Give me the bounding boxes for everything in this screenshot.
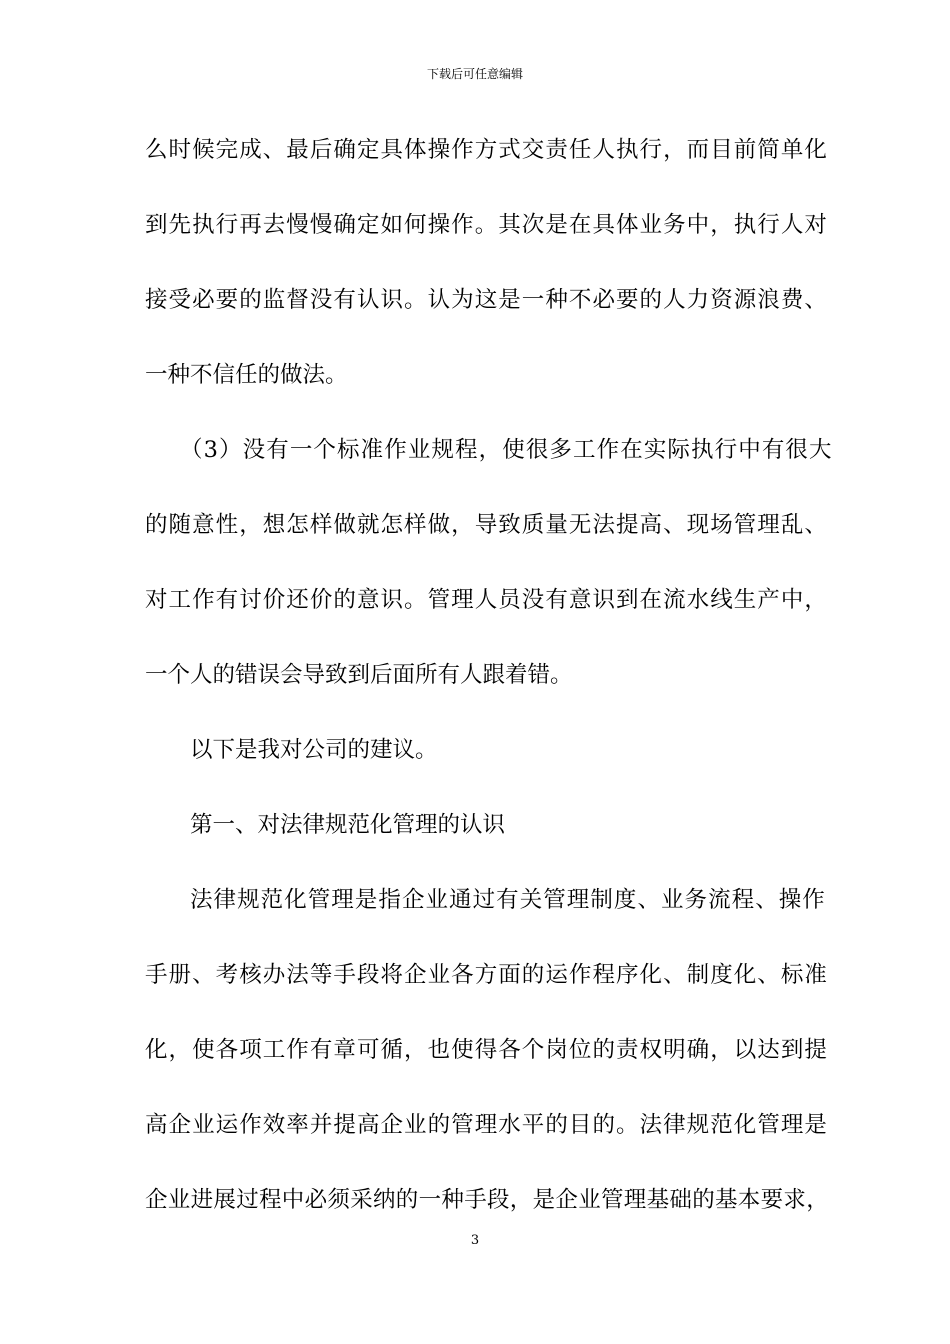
paragraph-line: 么时候完成、最后确定具体操作方式交责任人执行，而目前简单化 (145, 137, 828, 163)
paragraph-line: 到先执行再去慢慢确定如何操作。其次是在具体业务中，执行人对 (145, 212, 828, 238)
page-header: 下载后可任意编辑 (426, 67, 523, 81)
paragraph-line: 手册、考核办法等手段将企业各方面的运作程序化、制度化、标准 (145, 962, 828, 988)
paragraph-line: 接受必要的监督没有认识。认为这是一种不必要的人力资源浪费、 (145, 287, 828, 313)
paragraph-line: 一种不信任的做法。 (145, 362, 348, 388)
paragraph-line: 对工作有讨价还价的意识。管理人员没有意识到在流水线生产中， (145, 587, 828, 613)
page-number: 3 (470, 1233, 480, 1248)
paragraph-line: 企业进展过程中必须采纳的一种手段，是企业管理基础的基本要求， (145, 1187, 830, 1213)
paragraph-line: 化，使各项工作有章可循，也使得各个岗位的责权明确，以达到提 (145, 1037, 828, 1063)
paragraph-line: 法律规范化管理是指企业通过有关管理制度、业务流程、操作 (190, 887, 826, 913)
section-heading: 第一、对法律规范化管理的认识 (190, 812, 506, 838)
paragraph-line: 一个人的错误会导致到后面所有人跟着错。 (145, 662, 573, 688)
paragraph-line: （3）没有一个标准作业规程，使很多工作在实际执行中有很大 (180, 437, 833, 463)
paragraph-line: 以下是我对公司的建议。 (190, 737, 438, 763)
paragraph-line: 的随意性，想怎样做就怎样做，导致质量无法提高、现场管理乱、 (145, 512, 828, 538)
paragraph-line: 高企业运作效率并提高企业的管理水平的目的。法律规范化管理是 (145, 1112, 828, 1138)
